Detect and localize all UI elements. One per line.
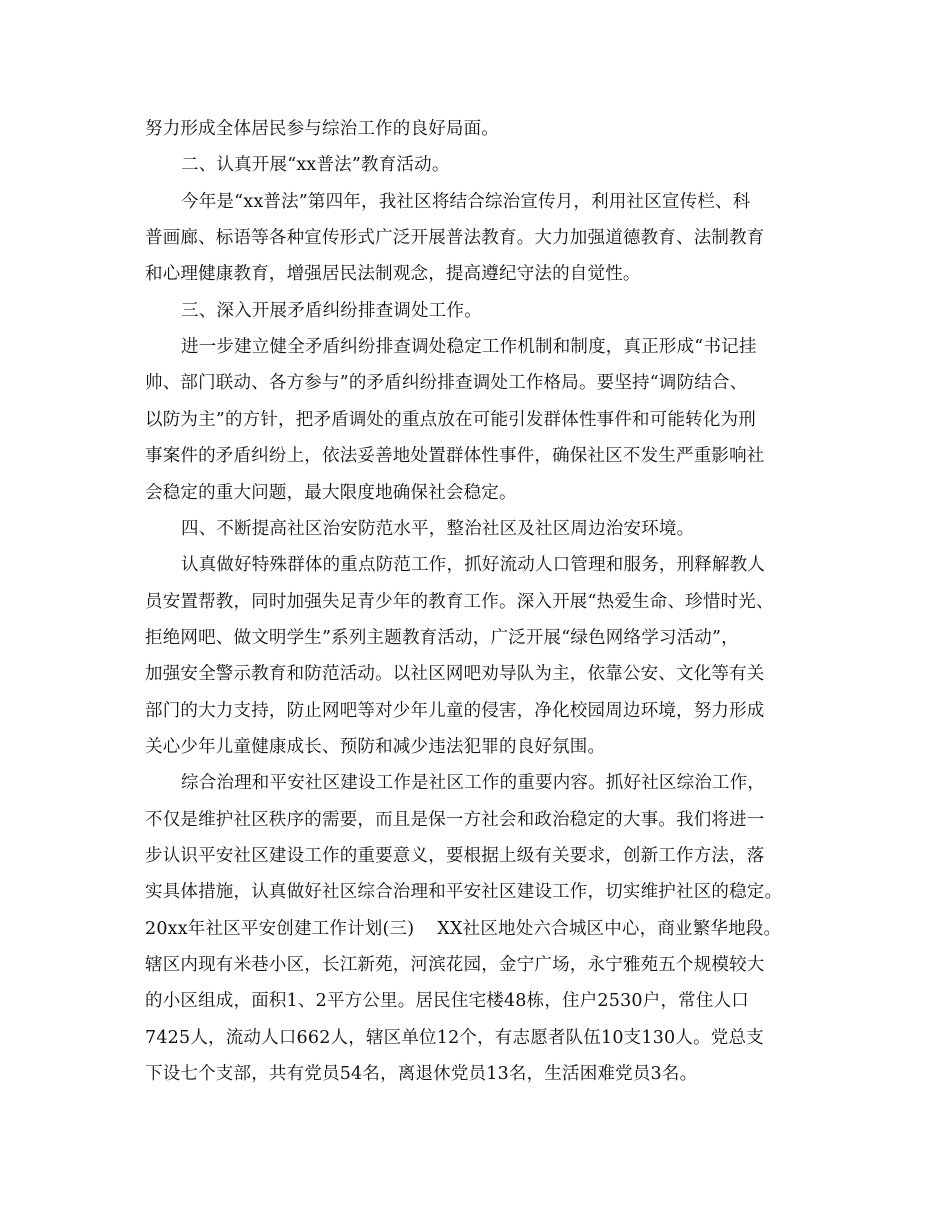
text-line: 拒绝网吧、做文明学生”系列主题教育活动，广泛开展“绿色网络学习活动”， xyxy=(145,628,739,648)
text-line: 普画廊、标语等各种宣传形式广泛开展普法教育。大力加强道德教育、法制教育 xyxy=(145,228,765,248)
text-line: 步认识平安社区建设工作的重要意义，要根据上级有关要求，创新工作方法，落 xyxy=(145,846,765,866)
text-line: 辖区内现有米巷小区，长江新苑，河滨花园，金宁广场，永宁雅苑五个规模较大 xyxy=(145,955,765,975)
text-line: 加强安全警示教育和防范活动。以社区网吧劝导队为主，依靠公安、文化等有关 xyxy=(145,664,765,684)
text-line: 下设七个支部，共有党员54名，离退休党员13名，生活困难党员3名。 xyxy=(145,1064,698,1084)
text-line: 7425人，流动人口662人，辖区单位12个，有志愿者队伍10支130人。党总支 xyxy=(145,1028,764,1048)
text-line: 和心理健康教育，增强居民法制观念，提高遵纪守法的自觉性。 xyxy=(145,264,641,284)
text-line: 员安置帮教，同时加强失足青少年的教育工作。深入开展“热爱生命、珍惜时光、 xyxy=(145,592,774,612)
section-heading: 四、不断提高社区治安防范水平，整治社区及社区周边治安环境。 xyxy=(181,519,695,539)
text-line: 事案件的矛盾纠纷上，依法妥善地处置群体性事件，确保社区不发生严重影响社 xyxy=(145,446,765,466)
text-line: 20xx年社区平安创建工作计划(三) XX社区地处六合城区中心，商业繁华地段。 xyxy=(145,919,782,939)
section-heading: 三、深入开展矛盾纠纷排查调处工作。 xyxy=(181,301,482,321)
text-line: 以防为主”的方针，把矛盾调处的重点放在可能引发群体性事件和可能转化为刑 xyxy=(145,410,756,430)
text-line: 努力形成全体居民参与综治工作的良好局面。 xyxy=(145,119,499,139)
text-line: 进一步建立健全矛盾纠纷排查调处稳定工作机制和制度，真正形成“书记挂 xyxy=(181,337,757,357)
text-line: 部门的大力支持，防止网吧等对少年儿童的侵害，净化校园周边环境，努力形成 xyxy=(145,701,765,721)
text-line: 关心少年儿童健康成长、预防和减少违法犯罪的良好氛围。 xyxy=(145,737,606,757)
text-line: 实具体措施，认真做好社区综合治理和平安社区建设工作，切实维护社区的稳定。 xyxy=(145,882,783,902)
text-line: 不仅是维护社区秩序的需要，而且是保一方社会和政治稳定的大事。我们将进一 xyxy=(145,810,765,830)
text-line: 会稳定的重大问题，最大限度地确保社会稳定。 xyxy=(145,483,517,503)
text-line: 帅、部门联动、各方参与”的矛盾纠纷排查调处工作格局。要坚持“调防结合、 xyxy=(145,373,748,393)
text-line: 认真做好特殊群体的重点防范工作，抓好流动人口管理和服务，刑释解教人 xyxy=(181,555,766,575)
text-line: 综合治理和平安社区建设工作是社区工作的重要内容。抓好社区综治工作， xyxy=(181,773,766,793)
text-line: 的小区组成，面积1、2平方公里。居民住宅楼48栋，住户2530户，常住人口 xyxy=(145,991,749,1011)
text-line: 今年是“xx普法”第四年，我社区将结合综治宣传月，利用社区宣传栏、科 xyxy=(181,192,751,212)
section-heading: 二、认真开展“xx普法”教育活动。 xyxy=(181,155,450,175)
